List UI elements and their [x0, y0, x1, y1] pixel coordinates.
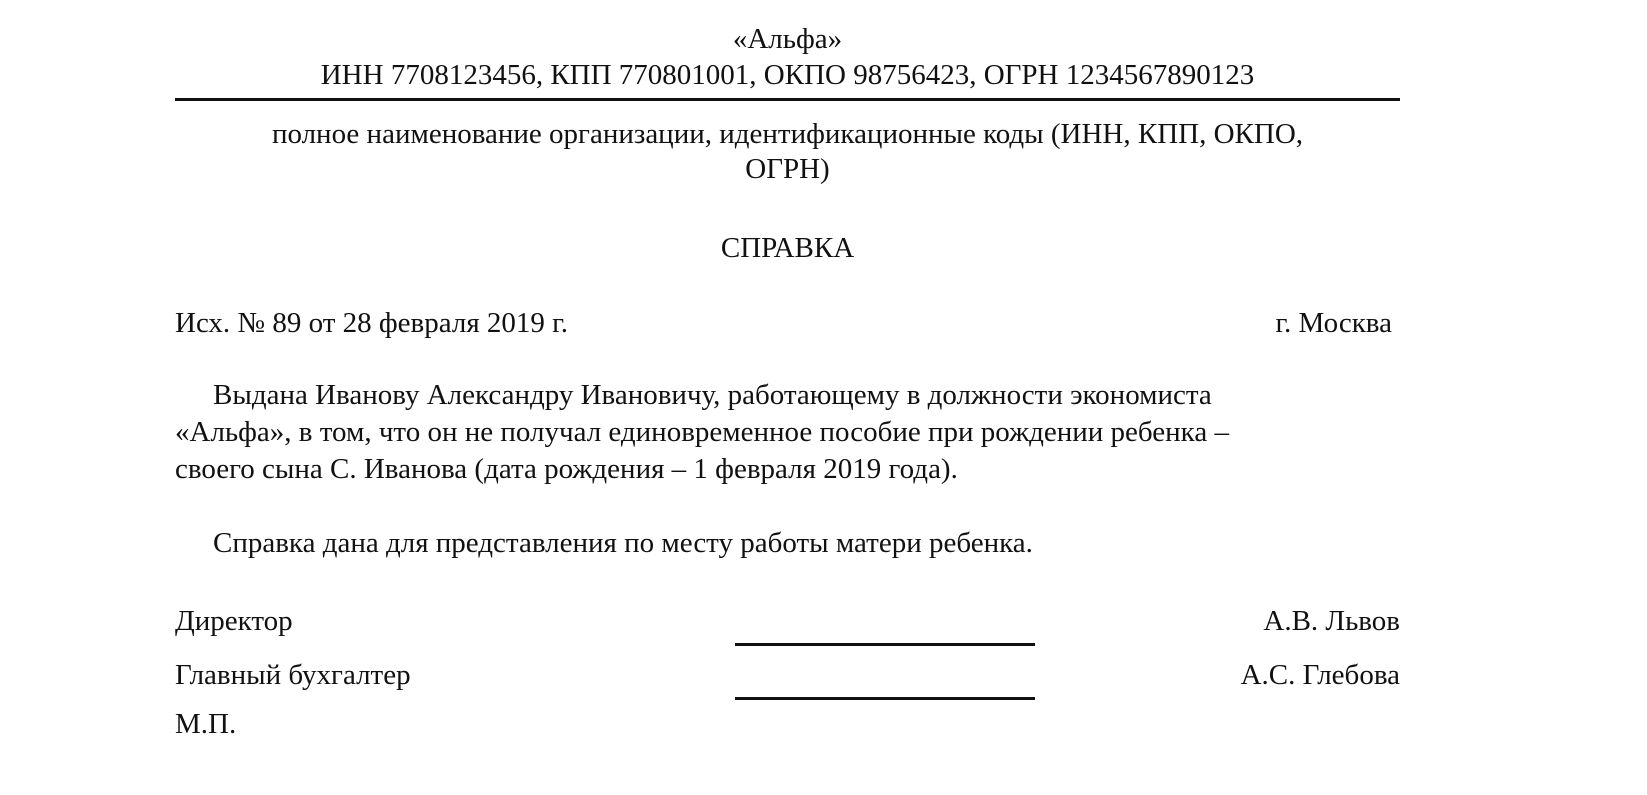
signatory-name-director: А.В. Львов: [1263, 605, 1400, 637]
document-title: СПРАВКА: [720, 232, 855, 264]
organization-codes: ИНН 7708123456, КПП 770801001, ОКПО 98756423, ОГРН 1234567890123: [320, 59, 1255, 91]
signatory-title-director: Директор: [175, 605, 293, 637]
signature-line-chief-accountant: [735, 697, 1035, 700]
stamp-place-mark: М.П.: [175, 708, 237, 740]
issue-city: г. Москва: [1275, 307, 1392, 339]
header-caption-line-2: ОГРН): [745, 153, 830, 185]
body-paragraph-1-line-1: Выдана Иванову Александру Ивановичу, работающему в должности экономиста: [213, 379, 1212, 411]
signatory-name-chief-accountant: А.С. Глебова: [1240, 659, 1400, 691]
organization-name: «Альфа»: [732, 23, 843, 55]
body-paragraph-1-line-2: «Альфа», в том, что он не получал единовременное пособие при рождении ребенка –: [175, 416, 1229, 448]
header-caption-line-1: полное наименование организации, идентификационные коды (ИНН, КПП, ОКПО,: [271, 118, 1304, 150]
outgoing-reference: Исх. № 89 от 28 февраля 2019 г.: [175, 307, 569, 339]
body-paragraph-1-line-3: своего сына С. Иванова (дата рождения – 1 февраля 2019 года).: [175, 453, 958, 485]
header-divider: [175, 98, 1400, 101]
signature-line-director: [735, 643, 1035, 646]
signatory-title-chief-accountant: Главный бухгалтер: [175, 659, 411, 691]
body-paragraph-2: Справка дана для представления по месту работы матери ребенка.: [213, 527, 1033, 559]
